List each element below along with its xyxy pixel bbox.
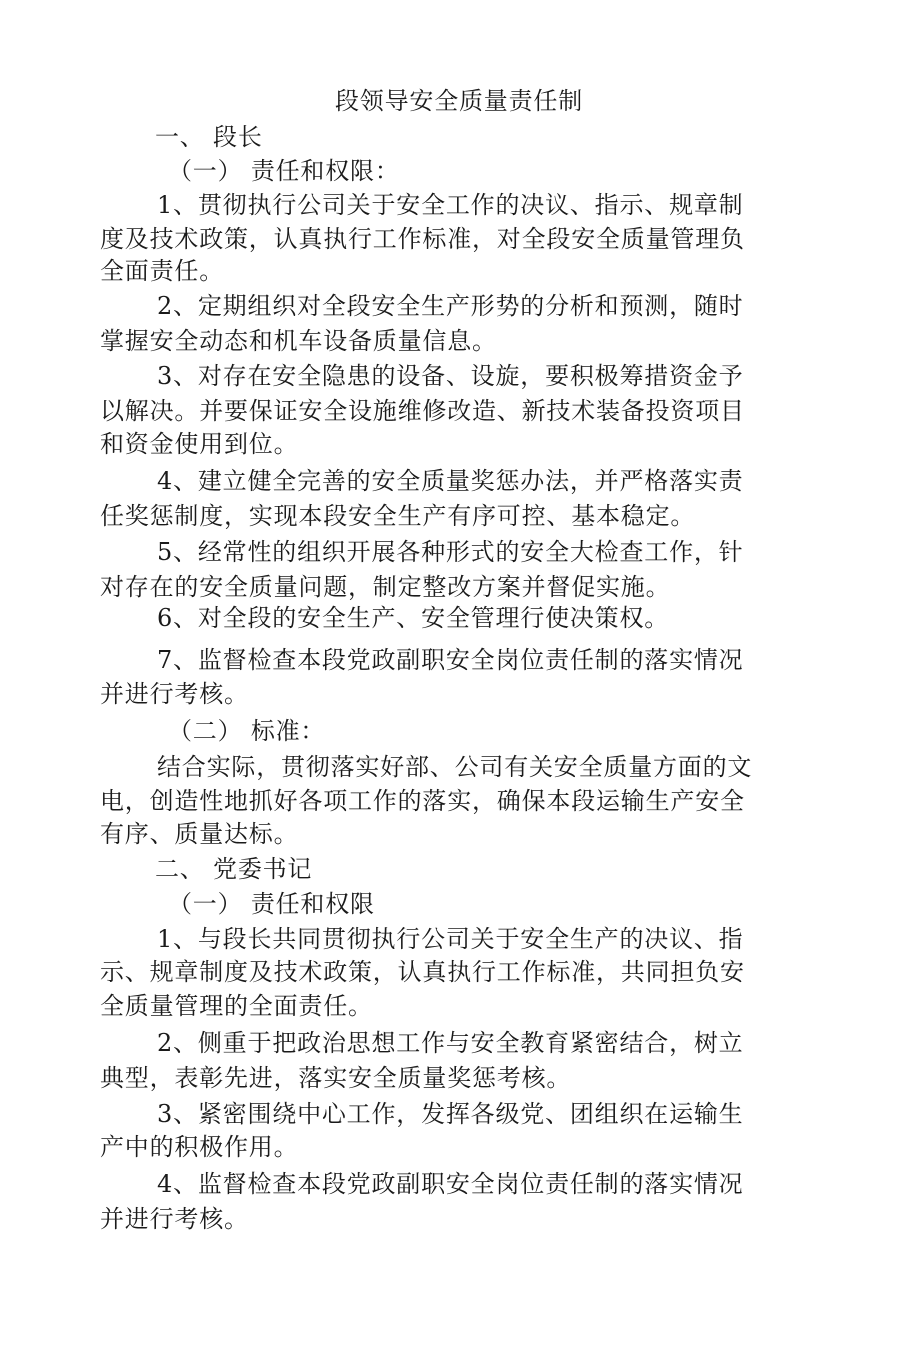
section-heading: 一、 段长: [155, 123, 263, 151]
paragraph-line: 1、与段长共同贯彻执行公司关于安全生产的决议、指: [157, 925, 744, 953]
paragraph-line: 典型，表彰先进，落实安全质量奖惩考核。: [100, 1064, 572, 1092]
section-heading: 二、 党委书记: [155, 855, 313, 883]
paragraph-line: 3、对存在安全隐患的设备、设旋，要积极筹措资金予: [157, 362, 744, 390]
subsection-heading: （二） 标准：: [168, 717, 326, 745]
paragraph-line: 全质量管理的全面责任。: [100, 992, 373, 1020]
paragraph-line: 5、经常性的组织开展各种形式的安全大检查工作，针: [157, 538, 744, 566]
subsection-heading: （一） 责任和权限：: [168, 157, 400, 185]
paragraph-line: 结合实际，贯彻落实好部、公司有关安全质量方面的文: [157, 753, 753, 781]
paragraph-line: 全面责任。: [100, 257, 224, 285]
paragraph-line: 产中的积极作用。: [100, 1133, 299, 1161]
paragraph-line: 示、规章制度及技术政策，认真执行工作标准，共同担负安: [100, 958, 745, 986]
paragraph-line: 并进行考核。: [100, 680, 249, 708]
paragraph-line: 3、紧密围绕中心工作，发挥各级党、团组织在运输生: [157, 1100, 744, 1128]
subsection-heading: （一） 责任和权限: [168, 890, 375, 918]
paragraph-line: 度及技术政策，认真执行工作标准，对全段安全质量管理负: [100, 225, 745, 253]
paragraph-line: 电，创造性地抓好各项工作的落实，确保本段运输生产安全: [100, 787, 745, 815]
paragraph-line: 4、监督检查本段党政副职安全岗位责任制的落实情况: [157, 1170, 744, 1198]
paragraph-line: 以解决。并要保证安全设施维修改造、新技术装备投资项目: [100, 397, 745, 425]
paragraph-line: 2、定期组织对全段安全生产形势的分析和预测，随时: [157, 292, 744, 320]
paragraph-line: 7、监督检查本段党政副职安全岗位责任制的落实情况: [157, 646, 744, 674]
paragraph-line: 6、对全段的安全生产、安全管理行使决策权。: [157, 604, 670, 632]
paragraph-line: 4、建立健全完善的安全质量奖惩办法，并严格落实责: [157, 467, 744, 495]
paragraph-line: 2、侧重于把政治思想工作与安全教育紧密结合，树立: [157, 1029, 744, 1057]
paragraph-line: 和资金使用到位。: [100, 430, 299, 458]
paragraph-line: 1、贯彻执行公司关于安全工作的决议、指示、规章制: [157, 191, 744, 219]
paragraph-line: 任奖惩制度，实现本段安全生产有序可控、基本稳定。: [100, 502, 696, 530]
paragraph-line: 有序、质量达标。: [100, 820, 299, 848]
paragraph-line: 对存在的安全质量问题，制定整改方案并督促实施。: [100, 573, 671, 601]
paragraph-line: 掌握安全动态和机车设备质量信息。: [100, 327, 497, 355]
paragraph-line: 并进行考核。: [100, 1205, 249, 1233]
document-title: 段领导安全质量责任制: [335, 87, 583, 115]
